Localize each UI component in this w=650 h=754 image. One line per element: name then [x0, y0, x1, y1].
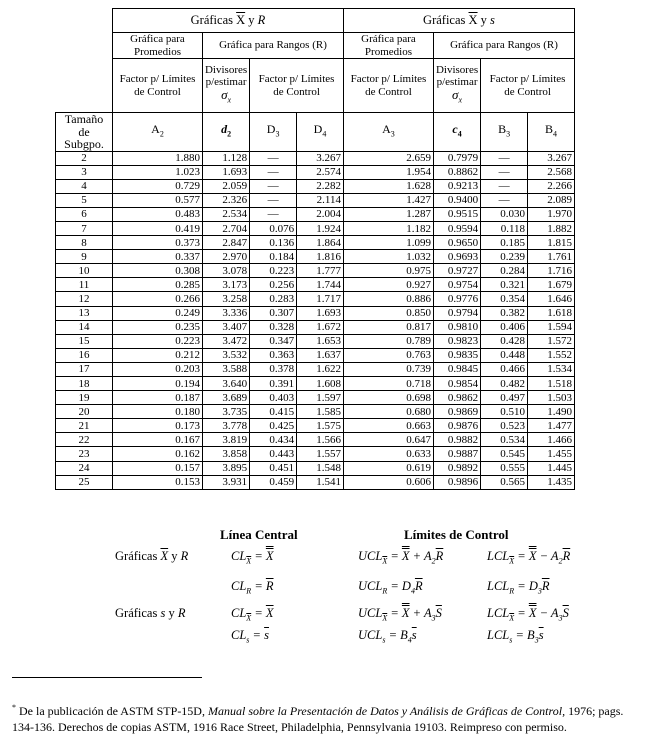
factor-cell: 0.9594	[433, 221, 480, 235]
cl-xbar-s: $CL_{\overline{X}} = \overline{X}$	[231, 606, 274, 623]
factor-cell: 1.552	[528, 348, 575, 362]
factor-cell: 1.693	[202, 165, 249, 179]
factor-cell: 0.307	[250, 306, 297, 320]
factor-cell: 3.931	[202, 475, 249, 489]
factor-cell: 0.9823	[433, 334, 480, 348]
lcl-s: $LCL_s = B_3\overline{s}$	[487, 628, 544, 645]
factor-cell: 1.628	[343, 179, 433, 193]
factor-cell: 3.588	[202, 362, 249, 376]
factor-cell: 0.534	[481, 433, 528, 447]
factor-cell: 0.9693	[433, 250, 480, 264]
factor-cell: 0.9400	[433, 193, 480, 207]
factor-cell: 0.466	[481, 362, 528, 376]
factor-cell: 2.534	[202, 207, 249, 221]
factor-cell: 2.114	[297, 193, 344, 207]
factor-cell: 0.9776	[433, 292, 480, 306]
factor-cell: 3.532	[202, 348, 249, 362]
cl-xbar-xr: $CL_{\overline{X}} = X$	[231, 549, 274, 566]
factor-cell: 2.970	[202, 250, 249, 264]
footnote-text-1: De la publicación de ASTM STP-15D,	[19, 704, 205, 718]
factor-cell: 0.363	[250, 348, 297, 362]
factor-cell: 0.328	[250, 320, 297, 334]
factor-cell: 1.646	[528, 292, 575, 306]
factor-cell: 3.778	[202, 419, 249, 433]
subgroup-size-cell: 21	[56, 419, 113, 433]
factor-cell: 3.407	[202, 320, 249, 334]
subgroup-size-header: Tamaño de Subgpo.	[56, 113, 113, 152]
factor-cell: 1.541	[297, 475, 344, 489]
factor-cell: 0.391	[250, 377, 297, 391]
factor-cell: 0.373	[113, 236, 203, 250]
subgroup-size-cell: 16	[56, 348, 113, 362]
control-limits-heading: Límites de Control	[404, 527, 509, 542]
cl-s: $CL_s = \overline{s}$	[231, 628, 269, 645]
table-row	[56, 377, 575, 391]
footnote	[12, 700, 642, 735]
factor-cell: 0.606	[343, 475, 433, 489]
factor-cell: 3.895	[202, 461, 249, 475]
footnote-marker: *	[12, 703, 16, 712]
factor-cell: 0.347	[250, 334, 297, 348]
factor-cell: 1.427	[343, 193, 433, 207]
cl-r: $CL_R = \overline{R}$	[231, 579, 274, 596]
factor-cell: —	[481, 193, 528, 207]
factor-cell: 0.850	[343, 306, 433, 320]
factor-cell: 0.419	[113, 221, 203, 235]
factor-cell: 1.445	[528, 461, 575, 475]
factor-cell: 1.466	[528, 433, 575, 447]
factor-cell: 0.510	[481, 405, 528, 419]
factor-cell: 0.256	[250, 278, 297, 292]
table-row	[56, 405, 575, 419]
factor-cell: 1.566	[297, 433, 344, 447]
subgroup-size-cell: 25	[56, 475, 113, 489]
factor-cell: 0.235	[113, 320, 203, 334]
ucl-r: $UCL_R = D_4\overline{R}$	[358, 579, 423, 596]
table-row	[56, 362, 575, 376]
factor-cell: 1.816	[297, 250, 344, 264]
factor-cell: 0.239	[481, 250, 528, 264]
factor-cell: 1.924	[297, 221, 344, 235]
factor-cell: 0.184	[250, 250, 297, 264]
factor-cell: 1.548	[297, 461, 344, 475]
factor-cell: 0.9869	[433, 405, 480, 419]
factor-cell: 0.817	[343, 320, 433, 334]
factor-cell: 3.267	[528, 151, 575, 165]
factor-cell: 1.534	[528, 362, 575, 376]
factor-cell: 0.9896	[433, 475, 480, 489]
factors-table-body	[56, 151, 575, 489]
factor-cell: 0.763	[343, 348, 433, 362]
factor-cell: 1.032	[343, 250, 433, 264]
factor-cell: 0.223	[113, 334, 203, 348]
factor-cell: 0.555	[481, 461, 528, 475]
factor-cell: 1.777	[297, 264, 344, 278]
factor-cell: 1.023	[113, 165, 203, 179]
subgroup-size-cell: 2	[56, 151, 113, 165]
subgroup-size-cell: 8	[56, 236, 113, 250]
factor-cell: 0.354	[481, 292, 528, 306]
factor-cell: 1.435	[528, 475, 575, 489]
factor-cell: 1.597	[297, 391, 344, 405]
factor-cell: 3.267	[297, 151, 344, 165]
factor-cell: 0.425	[250, 419, 297, 433]
factor-cell: 1.970	[528, 207, 575, 221]
factor-cell: 0.153	[113, 475, 203, 489]
factor-cell: 1.503	[528, 391, 575, 405]
factor-cell: 0.647	[343, 433, 433, 447]
subgroup-size-cell: 9	[56, 250, 113, 264]
factor-cell: 0.9835	[433, 348, 480, 362]
factor-cell: 0.9650	[433, 236, 480, 250]
factor-cell: —	[250, 165, 297, 179]
factor-cell: 0.663	[343, 419, 433, 433]
factor-cell: 0.482	[481, 377, 528, 391]
factor-cell: 0.403	[250, 391, 297, 405]
factor-cell: 0.283	[250, 292, 297, 306]
factor-cell: 2.847	[202, 236, 249, 250]
factor-cell: 0.212	[113, 348, 203, 362]
factor-cell: 1.287	[343, 207, 433, 221]
xbar-r-label: Gráficas $\overline{X}$ y R	[115, 549, 189, 563]
divisors-header-xr: Divisores p/estimar $\sigma_x$	[202, 59, 249, 113]
factor-cell: —	[250, 179, 297, 193]
ucl-xbar-s: $UCL_{\overline{X}} = X + A_3\overline{S}$	[358, 606, 442, 623]
factor-cell: 2.089	[528, 193, 575, 207]
factor-cell: 0.194	[113, 377, 203, 391]
factor-cell: 2.326	[202, 193, 249, 207]
factor-cell: 1.882	[528, 221, 575, 235]
table-row	[56, 165, 575, 179]
factor-cell: 0.162	[113, 447, 203, 461]
factor-cell: 0.167	[113, 433, 203, 447]
factor-cell: 1.490	[528, 405, 575, 419]
symbol-c4: $c_4$	[433, 113, 480, 152]
factor-cell: 0.9862	[433, 391, 480, 405]
factor-cell: 1.653	[297, 334, 344, 348]
subgroup-size-cell: 14	[56, 320, 113, 334]
subgroup-size-cell: 24	[56, 461, 113, 475]
range-chart-header-xs: Gráfica para Rangos (R)	[433, 33, 574, 59]
factor-cell: 0.203	[113, 362, 203, 376]
factor-cell: 0.284	[481, 264, 528, 278]
table-row	[56, 348, 575, 362]
factor-cell: 2.282	[297, 179, 344, 193]
factor-cell: 0.448	[481, 348, 528, 362]
factor-cell: 0.975	[343, 264, 433, 278]
table-row	[56, 306, 575, 320]
factor-cell: 0.7979	[433, 151, 480, 165]
factor-cell: —	[250, 151, 297, 165]
factor-cell: 2.568	[528, 165, 575, 179]
subgroup-size-cell: 4	[56, 179, 113, 193]
table-row	[56, 292, 575, 306]
factor-cell: 2.704	[202, 221, 249, 235]
factor-cell: 1.716	[528, 264, 575, 278]
factor-limits-header-xs: Factor p/ Límites de Control	[343, 59, 433, 113]
factor-cell: 1.585	[297, 405, 344, 419]
factor-cell: 2.059	[202, 179, 249, 193]
factor-cell: 1.815	[528, 236, 575, 250]
factor-cell: 2.574	[297, 165, 344, 179]
factor-cell: 0.9845	[433, 362, 480, 376]
symbol-d3: $D_3$	[250, 113, 297, 152]
factor-cell: 0.545	[481, 447, 528, 461]
factor-cell: 1.717	[297, 292, 344, 306]
avg-chart-header-xs: Gráfica para Promedios	[343, 33, 433, 59]
subgroup-size-cell: 7	[56, 221, 113, 235]
table-row	[56, 447, 575, 461]
factor-cell: 0.718	[343, 377, 433, 391]
table-row	[56, 334, 575, 348]
factor-cell: 0.483	[113, 207, 203, 221]
factor-cell: 2.004	[297, 207, 344, 221]
factor-cell: 1.128	[202, 151, 249, 165]
factor-cell: 0.428	[481, 334, 528, 348]
subgroup-size-cell: 10	[56, 264, 113, 278]
table-row	[56, 264, 575, 278]
table-row	[56, 461, 575, 475]
factor-cell: 1.880	[113, 151, 203, 165]
factor-cell: 0.886	[343, 292, 433, 306]
symbol-a2: $A_2$	[113, 113, 203, 152]
lcl-xbar-xr: $LCL_{\overline{X}} = X - A_2\overline{R}$	[487, 549, 571, 566]
factor-cell: 0.577	[113, 193, 203, 207]
factor-cell: 0.266	[113, 292, 203, 306]
factor-cell: —	[481, 151, 528, 165]
divisors-header-xs: Divisores p/estimar $\sigma_x$	[433, 59, 480, 113]
table-row	[56, 475, 575, 489]
factor-cell: 1.572	[528, 334, 575, 348]
factor-cell: 0.9810	[433, 320, 480, 334]
subgroup-size-cell: 6	[56, 207, 113, 221]
factor-control-header-xs: Factor p/ Límites de Control	[481, 59, 575, 113]
footnote-rule	[12, 677, 202, 678]
symbol-d2: $d_2$	[202, 113, 249, 152]
factor-cell: 1.455	[528, 447, 575, 461]
factor-limits-header-xr: Factor p/ Límites de Control	[113, 59, 203, 113]
factor-cell: 0.451	[250, 461, 297, 475]
factor-cell: —	[481, 179, 528, 193]
subgroup-size-cell: 22	[56, 433, 113, 447]
factor-cell: 0.633	[343, 447, 433, 461]
factor-cell: 1.575	[297, 419, 344, 433]
factor-cell: —	[481, 165, 528, 179]
factor-cell: 1.864	[297, 236, 344, 250]
factor-cell: 3.640	[202, 377, 249, 391]
factor-cell: 0.136	[250, 236, 297, 250]
table-row	[56, 221, 575, 235]
factor-cell: 1.594	[528, 320, 575, 334]
factor-cell: 0.249	[113, 306, 203, 320]
factor-cell: 0.223	[250, 264, 297, 278]
table-row	[56, 278, 575, 292]
factor-cell: 0.378	[250, 362, 297, 376]
factor-cell: 1.672	[297, 320, 344, 334]
subgroup-size-cell: 5	[56, 193, 113, 207]
symbol-d4: $D_4$	[297, 113, 344, 152]
factor-cell: 1.637	[297, 348, 344, 362]
factor-cell: 0.9892	[433, 461, 480, 475]
factor-cell: 0.9727	[433, 264, 480, 278]
factor-cell: 0.619	[343, 461, 433, 475]
factor-cell: 0.9882	[433, 433, 480, 447]
ucl-xbar-xr: $UCL_{\overline{X}} = X + A_2\overline{R}$	[358, 549, 444, 566]
factor-cell: 0.9887	[433, 447, 480, 461]
factor-cell: 0.9754	[433, 278, 480, 292]
factor-cell: 1.679	[528, 278, 575, 292]
table-row	[56, 320, 575, 334]
subgroup-size-cell: 23	[56, 447, 113, 461]
subgroup-size-cell: 12	[56, 292, 113, 306]
table-row	[56, 236, 575, 250]
subgroup-size-cell: 19	[56, 391, 113, 405]
factor-cell: 1.477	[528, 419, 575, 433]
factor-cell: 0.285	[113, 278, 203, 292]
factor-cell: —	[250, 193, 297, 207]
factor-cell: 0.680	[343, 405, 433, 419]
footnote-title: Manual sobre la Presentación de Datos y Análisis de Gráficas de Control,	[207, 704, 566, 718]
factor-cell: 1.618	[528, 306, 575, 320]
factor-cell: 0.415	[250, 405, 297, 419]
factor-cell: 0.308	[113, 264, 203, 278]
lcl-r: $LCL_R = D_3\overline{R}$	[487, 579, 550, 596]
lcl-xbar-s: $LCL_{\overline{X}} = X - A_3\overline{S}$	[487, 606, 569, 623]
factor-cell: 1.608	[297, 377, 344, 391]
factor-cell: 1.182	[343, 221, 433, 235]
factor-cell: 3.336	[202, 306, 249, 320]
factor-cell: 2.659	[343, 151, 433, 165]
factor-cell: 0.739	[343, 362, 433, 376]
factor-cell: 0.9213	[433, 179, 480, 193]
ucl-s: $UCL_s = B_4\overline{s}$	[358, 628, 417, 645]
table-row	[56, 207, 575, 221]
group-header-xbar-r: Gráficas $\overline{X}$ y R	[113, 9, 344, 33]
factor-cell: 0.927	[343, 278, 433, 292]
group-header-xbar-s: Gráficas $\overline{X}$ y s	[343, 9, 574, 33]
factor-cell: 1.761	[528, 250, 575, 264]
s-r-label: Gráficas s y R	[115, 606, 186, 620]
factor-cell: 0.434	[250, 433, 297, 447]
footnote-text-2: 1976; pags. 134-136. Derechos de copias ASTM, 1916 Race Street, Philadelphia, Pennsylvania 19103. Reimpreso con permiso.	[12, 704, 624, 734]
factor-cell: 0.382	[481, 306, 528, 320]
factor-cell: 3.472	[202, 334, 249, 348]
central-line-heading: Línea Central	[220, 527, 298, 542]
control-chart-factors-table	[55, 8, 575, 490]
factor-cell: 0.565	[481, 475, 528, 489]
subgroup-size-cell: 11	[56, 278, 113, 292]
factor-control-header-xr: Factor p/ Límites de Control	[250, 59, 344, 113]
range-chart-header-xr: Gráfica para Rangos (R)	[202, 33, 343, 59]
symbol-b4: $B_4$	[528, 113, 575, 152]
factor-cell: 0.523	[481, 419, 528, 433]
factor-cell: 0.406	[481, 320, 528, 334]
factor-cell: 0.157	[113, 461, 203, 475]
factor-cell: 3.689	[202, 391, 249, 405]
factor-cell: 3.258	[202, 292, 249, 306]
subgroup-size-cell: 15	[56, 334, 113, 348]
factor-cell: 3.735	[202, 405, 249, 419]
factor-cell: 0.187	[113, 391, 203, 405]
symbol-a3: $A_3$	[343, 113, 433, 152]
factor-cell: 1.693	[297, 306, 344, 320]
factor-cell: 0.337	[113, 250, 203, 264]
factor-cell: 0.698	[343, 391, 433, 405]
factor-cell: 1.099	[343, 236, 433, 250]
subgroup-size-cell: 18	[56, 377, 113, 391]
factor-cell: 0.9876	[433, 419, 480, 433]
avg-chart-header-xr: Gráfica para Promedios	[113, 33, 203, 59]
factor-cell: 0.9794	[433, 306, 480, 320]
symbol-b3: $B_3$	[481, 113, 528, 152]
factor-cell: 0.076	[250, 221, 297, 235]
factor-cell: 1.518	[528, 377, 575, 391]
table-row	[56, 250, 575, 264]
factor-cell: 0.8862	[433, 165, 480, 179]
subgroup-size-cell: 3	[56, 165, 113, 179]
subgroup-size-cell: 13	[56, 306, 113, 320]
factor-cell: 1.954	[343, 165, 433, 179]
factor-cell: 0.729	[113, 179, 203, 193]
factor-cell: 0.497	[481, 391, 528, 405]
factor-cell: 0.9515	[433, 207, 480, 221]
table-row	[56, 391, 575, 405]
table-row	[56, 433, 575, 447]
factor-cell: 0.185	[481, 236, 528, 250]
factor-cell: 0.030	[481, 207, 528, 221]
table-row	[56, 193, 575, 207]
subgroup-size-cell: 17	[56, 362, 113, 376]
table-row	[56, 419, 575, 433]
factor-cell: 0.118	[481, 221, 528, 235]
factor-cell: 0.443	[250, 447, 297, 461]
factor-cell: 0.789	[343, 334, 433, 348]
factor-cell: 0.321	[481, 278, 528, 292]
factor-cell: 1.622	[297, 362, 344, 376]
factor-cell: 0.180	[113, 405, 203, 419]
factor-cell: 3.819	[202, 433, 249, 447]
table-row	[56, 179, 575, 193]
factor-cell: 0.459	[250, 475, 297, 489]
factor-cell: 2.266	[528, 179, 575, 193]
factor-cell: 1.557	[297, 447, 344, 461]
factor-cell: 1.744	[297, 278, 344, 292]
factor-cell: 3.078	[202, 264, 249, 278]
factor-cell: —	[250, 207, 297, 221]
factor-cell: 3.173	[202, 278, 249, 292]
subgroup-size-cell: 20	[56, 405, 113, 419]
factor-cell: 0.173	[113, 419, 203, 433]
table-row	[56, 151, 575, 165]
factor-cell: 3.858	[202, 447, 249, 461]
factor-cell: 0.9854	[433, 377, 480, 391]
